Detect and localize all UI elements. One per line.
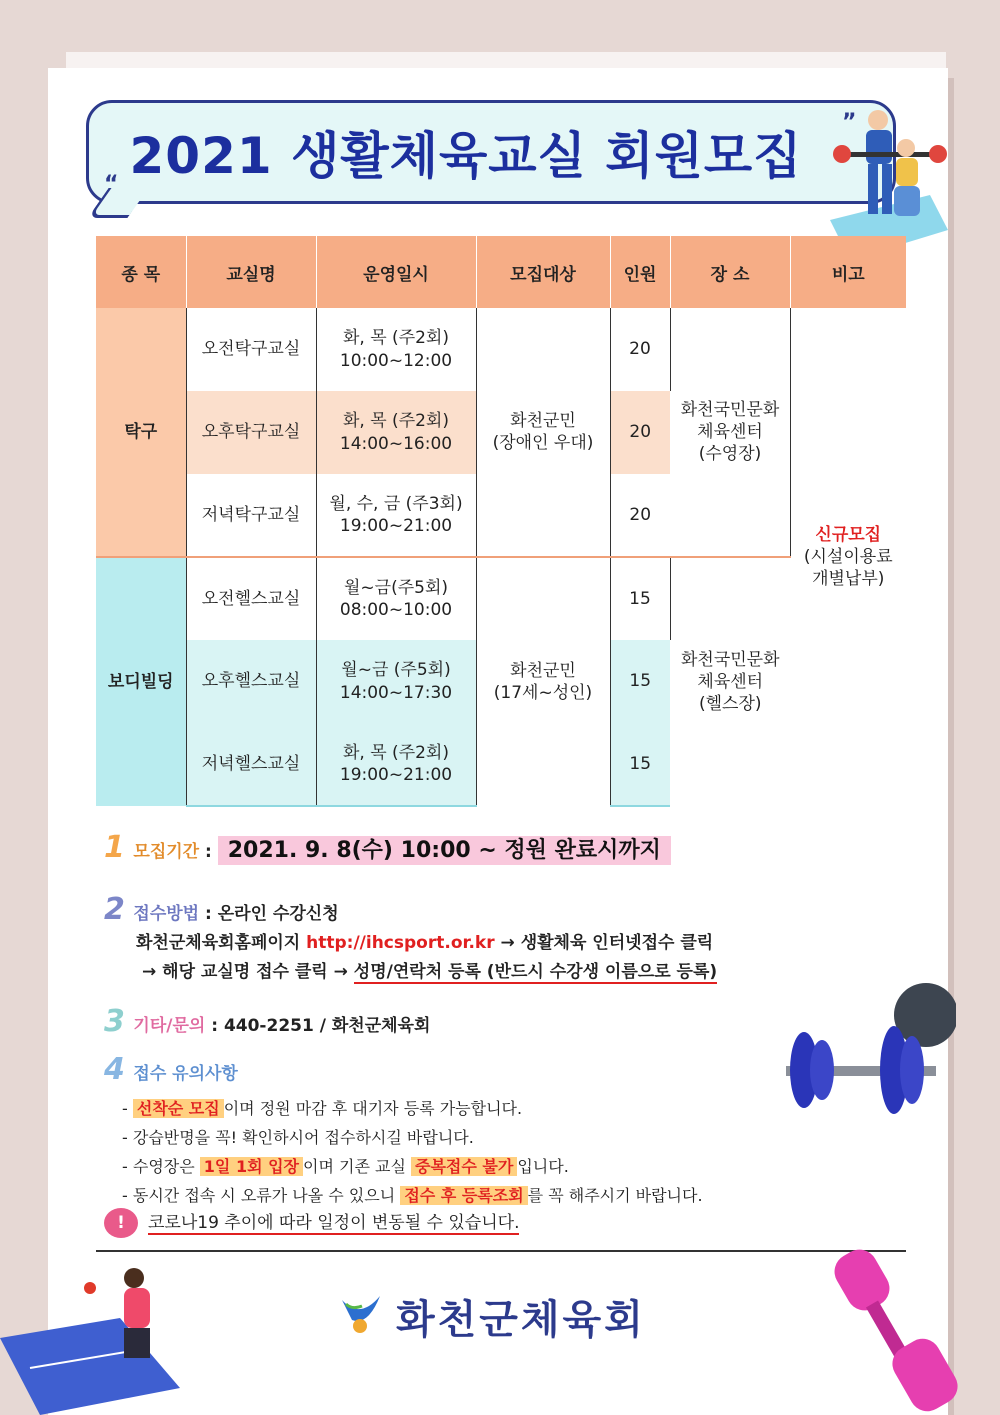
header-schedule: 운영일시 [316,236,476,308]
count-cell: 20 [610,308,670,391]
class-name-cell: 저녁탁구교실 [186,474,316,557]
exclamation-icon: ! [104,1208,138,1238]
homepage-link[interactable]: http://ihcsport.or.kr [306,933,495,953]
page-title: 2021 생활체육교실 회원모집 [129,127,803,185]
table-header-row [96,236,906,308]
notice-list [122,1094,703,1210]
place-bodybuilding: 화천국민문화 체육센터 (헬스장) [670,557,790,806]
header-count: 인원 [610,236,670,308]
header-category: 종 목 [96,236,186,308]
header-target: 모집대상 [476,236,610,308]
header-place: 장 소 [670,236,790,308]
class-name-cell: 오후헬스교실 [186,640,316,723]
covid-notice: ! 코로나19 추이에 따라 일정이 변동될 수 있습니다. [104,1208,519,1238]
target-table-tennis: 화천군민 (장애인 우대) [476,308,610,557]
place-table-tennis: 화천국민문화 체육센터 (수영장) [670,308,790,557]
list-item: - 동시간 접속 시 오류가 나올 수 있으니 접수 후 등록조회 를 꼭 해주시기 바랍니다. [122,1186,703,1205]
note-new-recruit: 신규모집 [815,524,882,545]
class-name-cell: 오후탁구교실 [186,391,316,474]
barbell-illustration [776,970,956,1130]
section-label: 접수방법 [133,904,200,924]
count-cell: 15 [610,723,670,806]
apply-method-line: → 해당 교실명 접수 클릭 → 성명/연락처 등록 (반드시 수강생 이름으로 등록) [142,962,718,982]
schedule-cell: 월~금(주5회) 08:00~10:00 [316,557,476,640]
schedule-cell: 월~금 (주5회) 14:00~17:30 [316,640,476,723]
schedule-cell: 월, 수, 금 (주3회) 19:00~21:00 [316,474,476,557]
table-row [96,308,906,391]
pink-dumbbell-illustration [820,1230,1000,1415]
section-contact: 3 기타/문의 : 440-2251 / 화천군체육회 [104,1004,431,1039]
section-label: 기타/문의 [133,1016,206,1036]
schedule-cell: 화, 목 (주2회) 14:00~16:00 [316,391,476,474]
recruit-period-value: 2021. 9. 8(수) 10:00 ~ 정원 완료시까지 [218,836,671,865]
section-label: 모집기간 [133,842,200,862]
schedule-cell: 화, 목 (주2회) 10:00~12:00 [316,308,476,391]
close-quote-mark: ” [842,110,857,135]
organization-logo-icon [338,1290,384,1334]
section-apply-method: 2 접수방법 : 온라인 수강신청 [104,892,339,927]
section-number: 4 [104,1052,125,1087]
section-notices [104,1052,238,1087]
list-item: - 수영장은 1일 1회 입장 이며 기존 교실 중복접수 불가 입니다. [122,1157,569,1176]
footer-divider [96,1250,906,1252]
count-cell: 15 [610,557,670,640]
category-bodybuilding: 보디빌딩 [96,557,186,806]
list-item: - 강습반명을 꼭! 확인하시어 접수하시길 바랍니다. [122,1128,474,1147]
class-name-cell: 오전탁구교실 [186,308,316,391]
header-note: 비고 [790,236,906,308]
schedule-cell: 화, 목 (주2회) 19:00~21:00 [316,723,476,806]
note-cell: 신규모집 (시설이용료 개별납부) [803,524,893,590]
header-class-name: 교실명 [186,236,316,308]
section-recruit-period: 1 모집기간 : 2021. 9. 8(수) 10:00 ~ 정원 완료시까지 [104,830,671,865]
apply-method-line: 화천군체육회홈페이지 http://ihcsport.or.kr → 생활체육 인터넷접수 클릭 [136,933,714,953]
count-cell: 15 [610,640,670,723]
count-cell: 20 [610,391,670,474]
class-name-cell: 오전헬스교실 [186,557,316,640]
organization-name: 화천군체육회 [396,1297,646,1343]
section-label: 접수 유의사항 [133,1064,238,1084]
table-row [96,557,906,640]
category-table-tennis: 탁구 [96,308,186,557]
table-tennis-illustration [0,1258,200,1415]
section-number: 2 [104,892,125,927]
section-number: 3 [104,1004,125,1039]
target-bodybuilding: 화천군민 (17세~성인) [476,557,610,806]
count-cell: 20 [629,504,652,525]
class-name-cell: 저녁헬스교실 [186,723,316,806]
open-quote-mark: “ [104,172,119,197]
list-item: - 선착순 모집 이며 정원 마감 후 대기자 등록 가능합니다. [122,1099,523,1118]
section-number: 1 [104,830,125,865]
schedule-table [96,236,906,807]
